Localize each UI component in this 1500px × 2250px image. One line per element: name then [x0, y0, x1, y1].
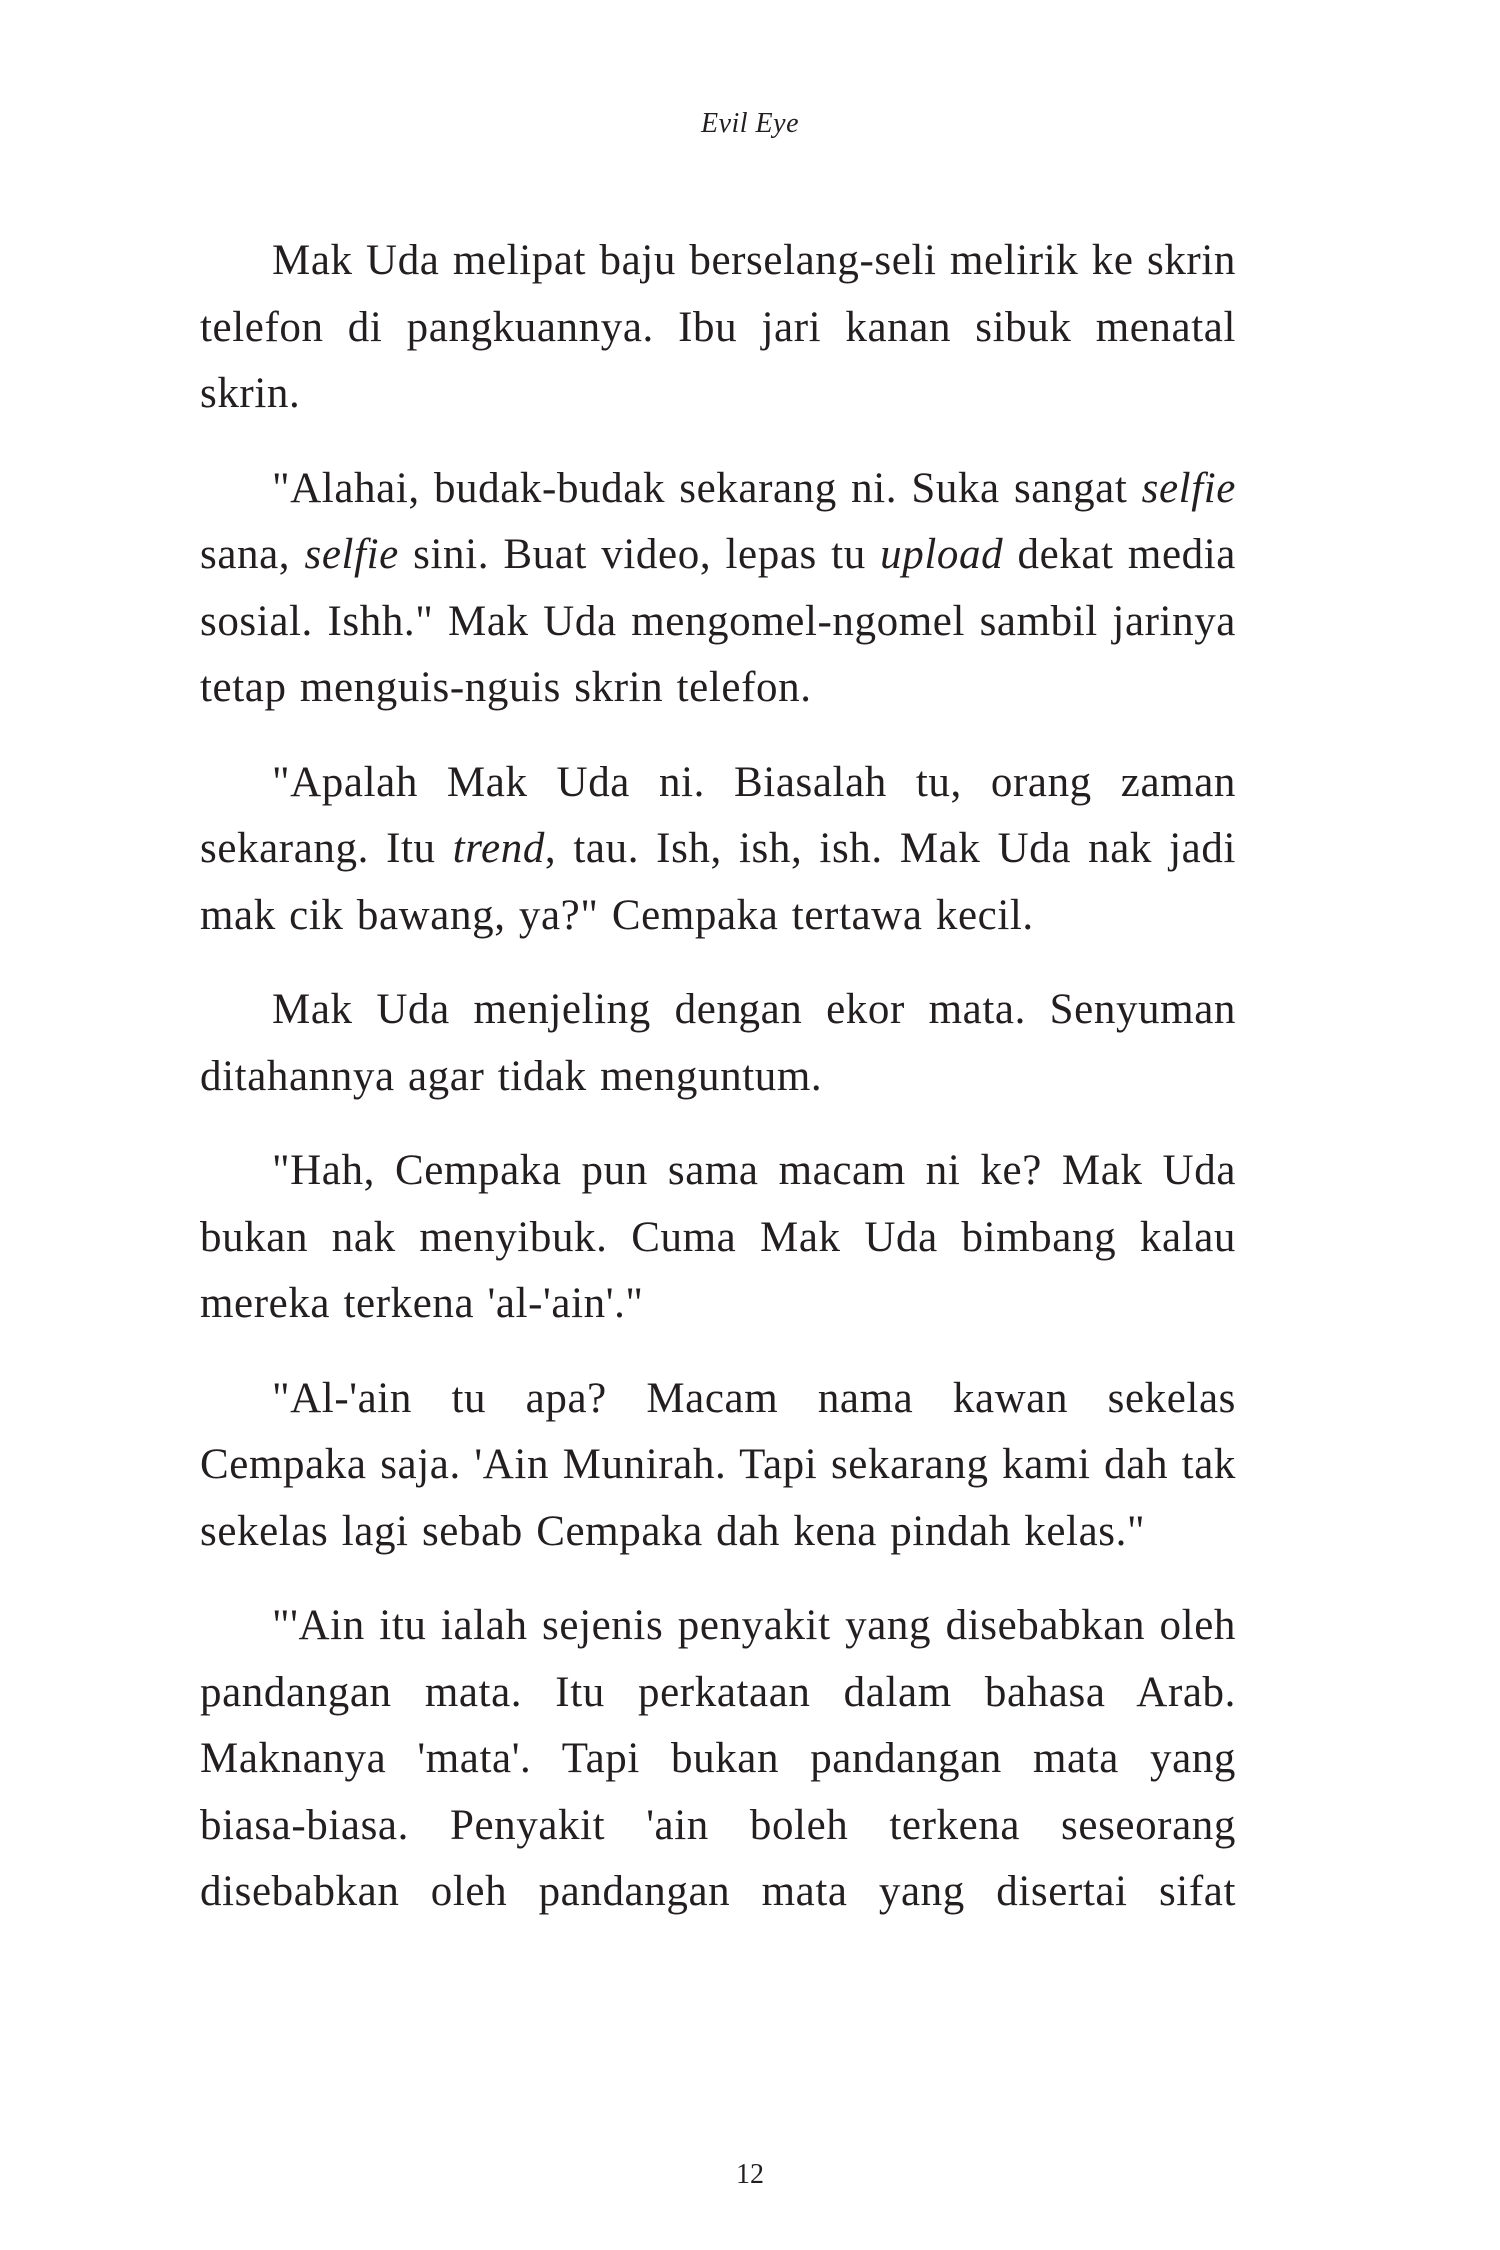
text-run: Mak Uda menjeling dengan ekor mata. Senyuman ditahannya agar tidak menguntum. [200, 986, 1236, 1100]
italic-text: selfie [304, 531, 399, 578]
text-run: "Alahai, budak-budak sekarang ni. Suka sangat [272, 464, 1142, 512]
italic-text: upload [880, 531, 1004, 578]
text-run: "Apalah Mak Uda ni. Biasalah tu, orang zaman sekarang. Itu [200, 758, 1236, 872]
page-number: 12 [736, 2159, 764, 2190]
text-run: "'Ain itu ialah sejenis penyakit yang disebabkan oleh pandangan mata. Itu perkataan dalam bahasa Arab. Maknanya 'mata'. Tapi bukan pandangan mata yang biasa-biasa. Penyakit 'ain boleh terkena seseorang disebabkan oleh pandangan mata yang disertai sifat [200, 1602, 1236, 1915]
text-run: "Hah, Cempaka pun sama macam ni ke? Mak Uda bukan nak menyibuk. Cuma Mak Uda bimbang kalau mereka terkena 'al-'ain'." [200, 1147, 1236, 1327]
paragraph [200, 1366, 1236, 1566]
paragraph [200, 1138, 1236, 1338]
text-run: , tau. Ish, ish, ish. Mak Uda nak jadi mak cik bawang, ya?" Cempaka tertawa kecil. [200, 825, 1236, 939]
text-run: dekat media sosial. Ishh." Mak Uda mengomel-ngomel sambil jarinya tetap menguis-nguis skrin telefon. [200, 531, 1236, 711]
italic-text: selfie [1141, 464, 1236, 512]
text-run: sini. Buat video, lepas tu [398, 531, 881, 578]
italic-text: trend [452, 825, 545, 872]
paragraph [200, 977, 1236, 1110]
paragraph [200, 1593, 1236, 1926]
paragraph [200, 228, 1236, 428]
paragraph [200, 750, 1236, 950]
body-text [200, 228, 1236, 1954]
text-run: Mak Uda melipat baju berselang-seli melirik ke skrin telefon di pangkuannya. Ibu jari kanan sibuk menatal skrin. [200, 237, 1236, 417]
paragraph [200, 456, 1236, 722]
running-head: Evil Eye [700, 108, 800, 139]
text-run: "Al-'ain tu apa? Macam nama kawan sekelas Cempaka saja. 'Ain Munirah. Tapi sekarang kami dah tak sekelas lagi sebab Cempaka dah kena pindah kelas." [200, 1374, 1236, 1555]
text-run: sana, [200, 531, 305, 578]
